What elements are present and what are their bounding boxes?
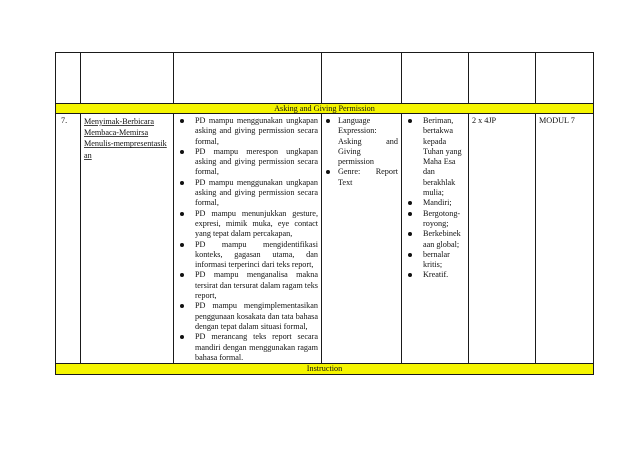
- objective-item: PD mampu menunjukkan gesture, expresi, mimik muka, eye contact yang tepat dalam percakapan,: [177, 209, 318, 240]
- empty-cell: [174, 53, 322, 104]
- empty-cell: [402, 53, 469, 104]
- section-title: Instruction: [56, 364, 594, 375]
- row-number: 7.: [56, 114, 81, 364]
- language-item: Genre: Report Text: [325, 167, 398, 188]
- empty-cell: [81, 53, 174, 104]
- section-title: Asking and Giving Permission: [56, 104, 594, 114]
- skills-cell: [81, 114, 174, 364]
- character-item: Bergotong-royong;: [405, 209, 465, 230]
- objective-item: PD mampu mengimplementasikan penggunaan kosakata dan tata bahasa dengan tepat dalam situasi formal,: [177, 301, 318, 332]
- character-item: Mandiri;: [405, 198, 465, 208]
- empty-cell: [469, 53, 536, 104]
- objective-item: PD mampu mengidentifikasi konteks, gagasan utama, dan informasi terperinci dari teks report,: [177, 240, 318, 271]
- empty-cell: [56, 53, 81, 104]
- language-item: Language Expression: Asking and Giving permission: [325, 116, 398, 167]
- empty-cell: [536, 53, 594, 104]
- empty-cell: [322, 53, 402, 104]
- objective-item: PD mampu menganalisa makna tersirat dan tersurat dalam ragam teks report,: [177, 270, 318, 301]
- objective-item: PD mampu menggunakan ungkapan asking and giving permission secara formal,: [177, 178, 318, 209]
- time-allocation: 2 x 4JP: [469, 114, 536, 364]
- empty-top-row: [56, 53, 594, 104]
- section-band-asking-giving-permission: [56, 104, 594, 114]
- skill-item: Menulis-mempresentasik an: [84, 139, 167, 160]
- objective-item: PD mampu merespon ungkapan asking and giving permission secara formal,: [177, 147, 318, 178]
- character-item: Berkebinek aan global;: [405, 229, 465, 250]
- character-item: Beriman, bertakwa kepada Tuhan yang Maha Esa dan berakhlak mulia;: [405, 116, 465, 198]
- character-cell: [402, 114, 469, 364]
- character-item: bernalar kritis;: [405, 250, 465, 271]
- module-label: MODUL 7: [536, 114, 594, 364]
- objective-item: PD mampu menggunakan ungkapan asking and giving permission secara formal,: [177, 116, 318, 147]
- skill-item: Menyimak-Berbicara: [84, 117, 155, 126]
- objective-item: PD merancang teks report secara mandiri dengan menggunakan ragam bahasa formal.: [177, 332, 318, 363]
- character-item: Kreatif.: [405, 270, 465, 280]
- table-row: [56, 114, 594, 364]
- language-cell: [322, 114, 402, 364]
- skill-item: Membaca-Memirsa: [84, 128, 149, 138]
- lesson-plan-table: [55, 52, 594, 375]
- section-band-instruction: [56, 364, 594, 375]
- objectives-cell: [174, 114, 322, 364]
